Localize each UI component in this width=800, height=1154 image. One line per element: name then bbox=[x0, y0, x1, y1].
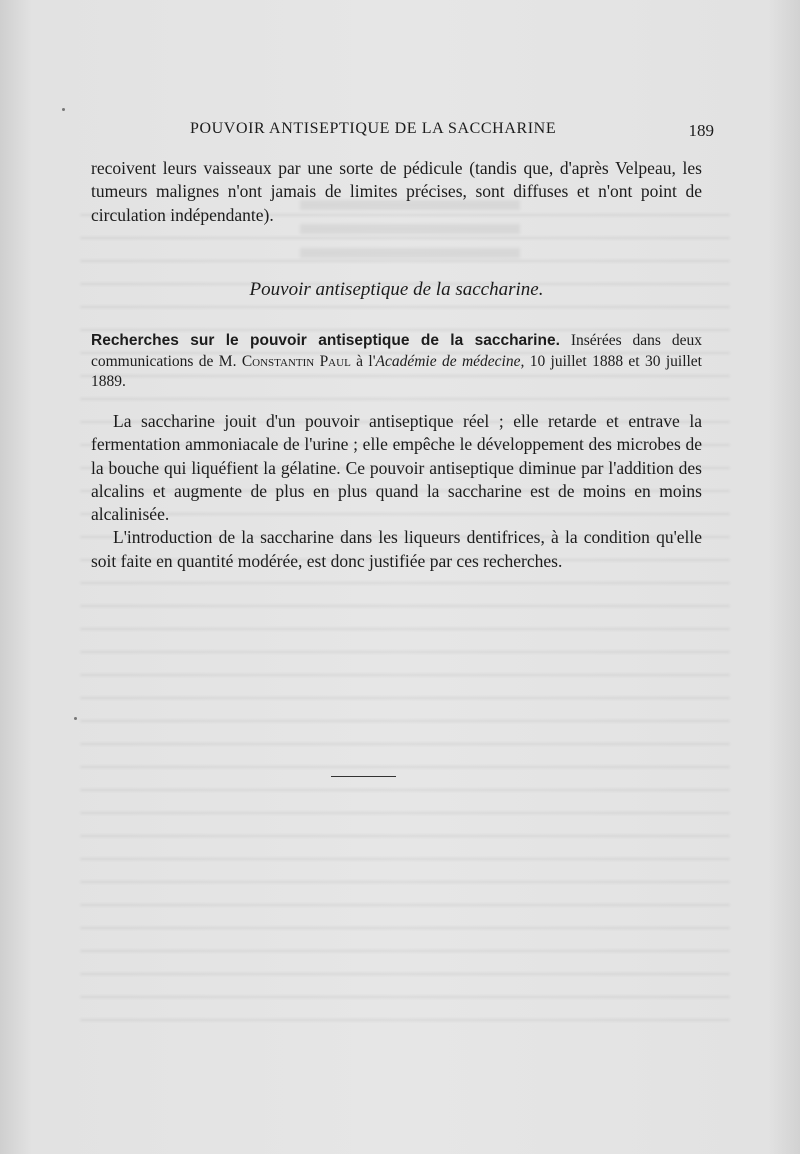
section-title: Pouvoir antiseptique de la saccharine. bbox=[249, 279, 544, 300]
running-header bbox=[94, 120, 714, 142]
reference-venue: Académie de médecine, bbox=[375, 352, 525, 370]
reference-text-1: Insérées dans deux communications de M. bbox=[91, 332, 703, 370]
body-text bbox=[91, 410, 702, 573]
bibliographic-reference bbox=[91, 331, 702, 393]
reference-dates: 10 juillet 1888 et 30 juillet 1889. bbox=[91, 352, 702, 390]
bleed-through-text bbox=[80, 200, 730, 1040]
section-end-rule bbox=[331, 776, 396, 777]
body-paragraph-1: La saccharine jouit d'un pouvoir antiseptique réel ; elle retarde et entrave la fermentation ammoniacale de l'urine ; elle empêche le développement des microbes de la bouche qui liquéfient la gélatine. Ce pouvoir antiseptique diminue par l'addition des alcalins et augmente de plus en plus quand la saccharine est de moins en moins alcalinisée. bbox=[91, 411, 702, 525]
page-number: 189 bbox=[688, 121, 714, 140]
running-title: POUVOIR ANTISEPTIQUE DE LA SACCHARINE bbox=[190, 120, 557, 137]
paragraph-text: recoivent leurs vaisseaux par une sorte de pédicule (tandis que, d'après Velpeau, les tumeurs malignes n'ont jamais de limites précises, sont diffuses et n'ont point de circulation indépendante). bbox=[91, 158, 702, 225]
continued-paragraph bbox=[91, 157, 702, 227]
body-paragraph-2: L'introduction de la saccharine dans les liqueurs dentifrices, à la condition qu'elle soit faite en quantité modérée, est donc justifiée par ces recherches. bbox=[91, 527, 702, 571]
reference-title: Recherches sur le pouvoir antiseptique de la saccharine. bbox=[91, 332, 560, 349]
reference-text-2: à l' bbox=[356, 352, 376, 370]
paper-speck bbox=[62, 108, 65, 111]
paper-speck bbox=[74, 717, 77, 720]
reference-author: Constantin Paul bbox=[241, 352, 351, 370]
